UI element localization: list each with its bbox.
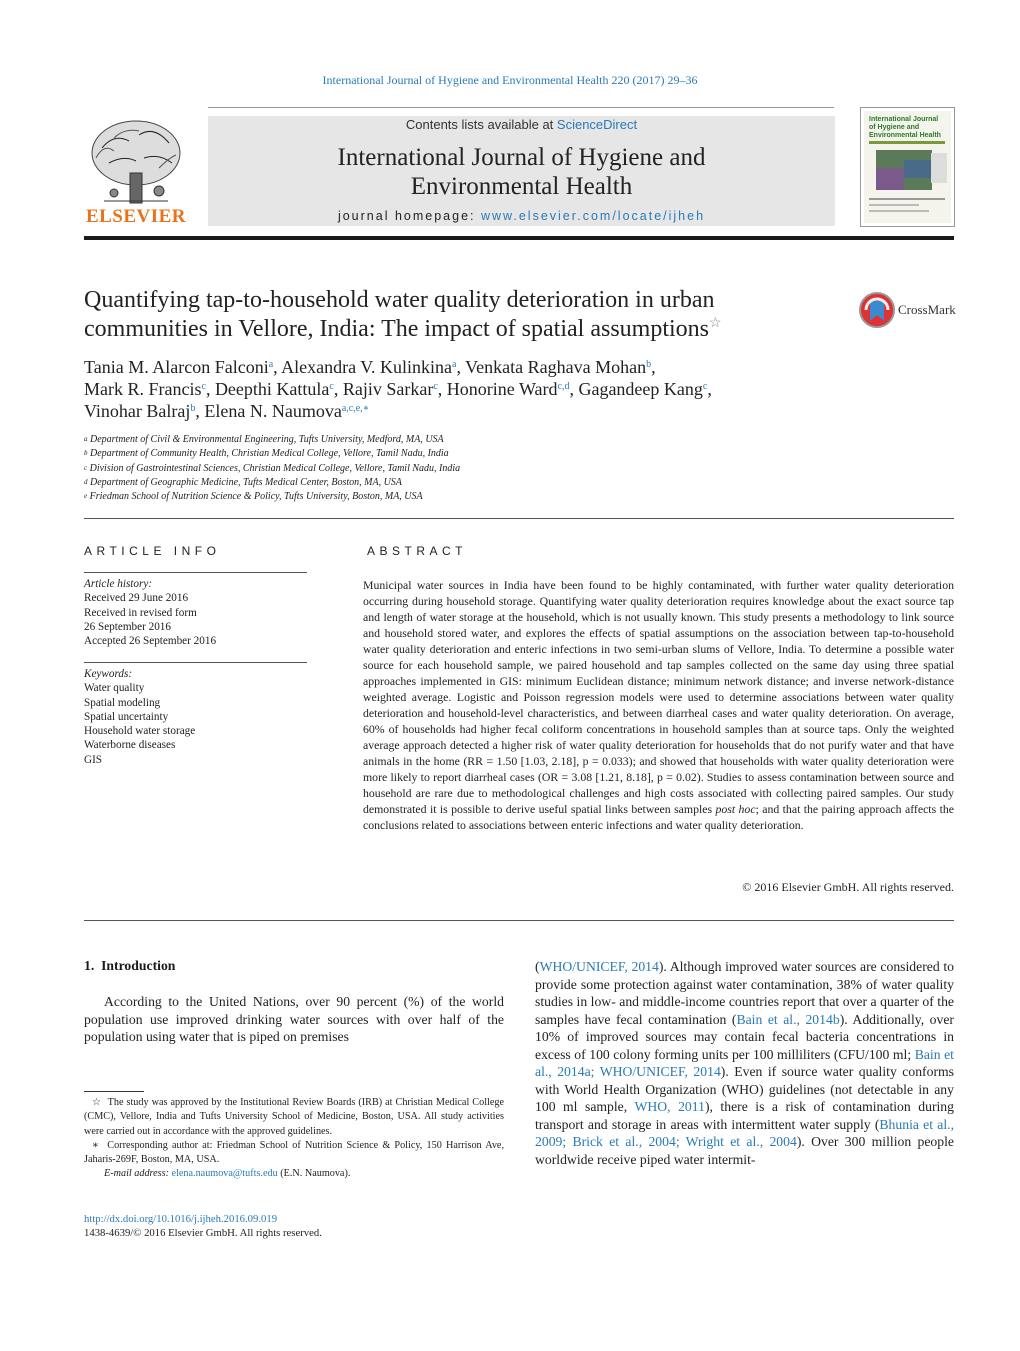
- svg-text:of Hygiene and: of Hygiene and: [869, 124, 920, 131]
- keyword-item: Water quality: [84, 682, 145, 695]
- author-separator: ,: [205, 379, 215, 399]
- footnote-rule: [84, 1091, 144, 1092]
- history-item: 26 September 2016: [84, 620, 171, 633]
- intro-paragraph-1: According to the United Nations, over 90 percent (%) of the world population use improved drinking water sources with over half of the population using water that is piped on premises: [84, 994, 504, 1044]
- title-footnote-star[interactable]: ☆: [709, 316, 722, 331]
- author-affil-sup[interactable]: b: [646, 359, 652, 370]
- citation-link[interactable]: Bain et al., 2014b: [736, 1011, 840, 1027]
- citation-link[interactable]: WHO/UNICEF, 2014: [539, 959, 659, 974]
- affiliation-sup: e: [84, 492, 88, 501]
- elsevier-wordmark: ELSEVIER: [85, 206, 187, 227]
- contents-line: [208, 117, 835, 132]
- author-name[interactable]: Rajiv Sarkar: [342, 379, 434, 399]
- affiliation-sup: c: [84, 463, 88, 472]
- author-name[interactable]: Tania M. Alarcon Falconi: [84, 357, 269, 377]
- affiliation-item: [84, 462, 684, 476]
- keywords-list: [84, 667, 307, 767]
- intro-paragraph-continued: (WHO/UNICEF, 2014). Although improved water sources are considered to provide some protection against water contamination, 38% of water quality studies in low- and middle-income countries report that over a quarter of the samples have fecal contamination (Bain et al., 2014b). Additionally, over 10% of improved sources may contain fecal bacteria concentrations in excess of 100 colony forming units per 100 milliliters (CFU/100 ml; Bain et al., 2014a; WHO/UNICEF, 2014). Even if source water quality conforms with World Health Organization (WHO) guidelines (not detectable in any 100 ml sample, WHO, 2011), there is a risk of contamination during transport and storage in areas with intermittent water supply (Bhunia et al., 2009; Brick et al., 2004; Wright et al., 2004). Over 300 million people worldwide receive piped water intermit-: [535, 959, 955, 1167]
- abstract-body-2: ; and that the pairing approach affects the conclusions related to associations between enteric infections and water quality deterioration.: [363, 802, 954, 832]
- keyword-item: GIS: [84, 753, 103, 766]
- homepage-prefix: journal homepage:: [337, 209, 481, 223]
- author-separator: ,: [333, 379, 343, 399]
- citation-link[interactable]: Bhunia et al., 2009; Brick et al., 2004; Wright et al., 2004: [535, 1116, 954, 1149]
- footnote-corr-mark: ∗: [92, 1139, 99, 1151]
- intro-heading: [84, 958, 175, 974]
- intro-text: ). Over 300 million people worldwide receive piped water intermit-: [535, 1134, 954, 1167]
- email-footnote: [84, 1167, 504, 1181]
- affiliation-item: [84, 447, 684, 461]
- email-link[interactable]: elena.naumova@tufts.edu: [171, 1168, 278, 1180]
- email-label: E-mail address:: [104, 1168, 172, 1180]
- affiliation-sup: a: [84, 435, 88, 443]
- history-label: Article history:: [84, 578, 153, 590]
- affiliation-item: [84, 490, 684, 504]
- keyword-item: Spatial modeling: [84, 696, 161, 709]
- author-separator: ,: [651, 357, 656, 377]
- intro-text: ). Additionally, over 10% of improved sources may contain fecal bacteria concentrations in excess of 100 colony forming units per 100 milliliters (CFU/100 ml;: [535, 1011, 954, 1062]
- author-name[interactable]: Deepthi Kattula: [214, 379, 330, 399]
- keyword-item: Waterborne diseases: [84, 739, 176, 752]
- affiliation-list: [84, 433, 684, 504]
- affiliation-sup: d: [84, 477, 88, 486]
- issn-line: 1438-4639/© 2016 Elsevier GmbH. All rights reserved.: [84, 1227, 322, 1240]
- author-separator: ,: [437, 379, 447, 399]
- homepage-link[interactable]: www.elsevier.com/locate/ijheh: [480, 209, 706, 223]
- header-rule: [208, 107, 834, 108]
- author-separator: ,: [195, 401, 205, 421]
- author-affil-sup[interactable]: b: [190, 403, 196, 414]
- affiliation-text: Friedman School of Nutrition Science & Policy, Tufts University, Boston, MA, USA: [89, 491, 423, 503]
- author-affil-sup[interactable]: c: [201, 381, 206, 392]
- author-affil-sup[interactable]: c,d: [557, 381, 570, 392]
- author-affil-sup[interactable]: c: [702, 381, 708, 392]
- journal-title: [208, 143, 835, 201]
- author-affil-sup[interactable]: c: [433, 381, 438, 392]
- article-info-heading: ARTICLE INFO: [84, 544, 221, 558]
- abstract-body-1: Municipal water sources in India have been found to be highly contaminated, with further water quality deterioration occurring during household storage. Quantifying water quality deterioration requires knowledge about the exact source tap and length of water storage at the household, which is not usually known. This study presents a methodology to link source and household stored water, and explores the effects of spatial assumptions on the association between tap-to-household water quality deterioration and enteric infections in two semi-urban slums of Vellore, India. To determine a possible water source for each household sample, we paired household and tap samples collected on the same day using three spatial approaches implemented in GIS: minimum Euclidean distance; minimum network distance; and inverse network-distance weighted average. Logistic and Poisson regression models were used to determine associations between water quality deterioration and household-level characteristics, and between diarrheal cases and water quality deterioration. On average, 60% of households had higher fecal coliform concentrations in household samples than at source taps. Only the weighted average approach detected a higher risk of water quality deterioration for households that do not purify water and that have animals in the home (RR = 1.50 [1.03, 2.18], p = 0.033); and showed that households with water quality deterioration were more likely to report diarrheal cases (OR = 3.08 [1.21, 8.18], p = 0.02). Studies to assess contamination between source and household are rare due to methodological challenges and high costs associated with collecting paired samples. Our study demonstrated it is possible to derive useful spatial links between samples: [363, 578, 954, 816]
- keywords-rule: [84, 662, 307, 663]
- footnote-star: ☆: [92, 1097, 102, 1108]
- journal-title-line1: International Journal of Hygiene and: [337, 144, 706, 171]
- journal-homepage: [208, 209, 835, 223]
- intro-text: ), there is a risk of contamination during transport and storage in areas with intermittent water supply (: [535, 1099, 954, 1132]
- affiliation-text: Department of Community Health, Christian Medical College, Vellore, Tamil Nadu, India: [90, 448, 449, 460]
- keyword-item: Spatial uncertainty: [84, 710, 169, 723]
- author-name[interactable]: Alexandra V. Kulinkina: [281, 357, 452, 377]
- abstract-copyright: © 2016 Elsevier GmbH. All rights reserved.: [742, 880, 954, 894]
- intro-text: ). Even if source water quality conforms with World Health Organization (WHO) guidelines (not detectable in any 100 ml sample,: [535, 1064, 954, 1114]
- intro-heading-number: 1.: [84, 958, 95, 973]
- journal-cover-thumbnail[interactable]: [860, 107, 955, 227]
- affiliation-item: [84, 433, 684, 447]
- crossmark-badge[interactable]: [858, 291, 958, 329]
- article-title: [84, 286, 824, 344]
- affiliation-text: Division of Gastrointestinal Sciences, Christian Medical College, Vellore, Tamil Nadu, India: [89, 462, 461, 474]
- history-item: Received in revised form: [84, 606, 197, 619]
- doi-link[interactable]: http://dx.doi.org/10.1016/j.ijheh.2016.09.019: [84, 1213, 278, 1225]
- abstract-italic: post hoc: [715, 802, 756, 816]
- abstract-text: [363, 577, 954, 833]
- affiliation-text: Department of Civil & Environmental Engineering, Tufts University, Medford, MA, USA: [90, 434, 444, 445]
- svg-text:International Journal: International Journal: [869, 116, 939, 123]
- author-separator: ,: [569, 379, 579, 399]
- article-title-line2-text: communities in Vellore, India: The impact of spatial assumptions: [84, 316, 710, 342]
- affiliation-text: Department of Geographic Medicine, Tufts Medical Center, Boston, MA, USA: [90, 476, 402, 488]
- svg-text:Environmental Health: Environmental Health: [869, 132, 941, 139]
- affiliation-item: [84, 476, 684, 490]
- journal-cover-image: [861, 108, 954, 226]
- contents-prefix: Contents lists available at: [405, 117, 557, 132]
- citation-link[interactable]: WHO, 2011: [634, 1099, 705, 1114]
- keywords-label: Keywords:: [84, 668, 133, 680]
- corresponding-note-text: Corresponding author at: Friedman School of Nutrition Science & Policy, 150 Harrison Ave, Jaharis-269F, Boston, MA, USA.: [84, 1139, 505, 1166]
- intro-heading-text: Introduction: [101, 958, 176, 973]
- journal-citation[interactable]: International Journal of Hygiene and Environmental Health 220 (2017) 29–36: [322, 73, 698, 87]
- sciencedirect-link[interactable]: ScienceDirect: [556, 117, 638, 132]
- header-thick-rule: [84, 236, 954, 240]
- author-separator: ,: [456, 357, 466, 377]
- author-affil-sup[interactable]: a: [268, 359, 274, 370]
- article-info-rule: [84, 572, 307, 573]
- abstract-heading: ABSTRACT: [367, 544, 468, 558]
- email-suffix: (E.N. Naumova).: [277, 1168, 351, 1180]
- keyword-item: Household water storage: [84, 725, 196, 738]
- article-title-line2: [84, 315, 824, 344]
- intro-text: ). Although improved water sources are considered to provide some protection against water contamination, 38% of water quality studies in low- and middle-income countries report that over a quarter of the samples have fecal contamination (: [535, 959, 955, 1027]
- history-item: Accepted 26 September 2016: [84, 635, 217, 648]
- author-line-2: [84, 378, 844, 400]
- doi-block: [84, 1212, 504, 1241]
- section-divider-bottom: [84, 920, 954, 921]
- author-name[interactable]: Mark R. Francis: [84, 379, 202, 399]
- author-name[interactable]: Elena N. Naumova: [204, 401, 342, 421]
- ethics-note-text: The study was approved by the Institutional Review Boards (IRB) at Christian Medical College (CMC), Vellore, India and Tufts University School of Medicine, Boston, USA. All study activities were carried out in accordance with the approved guidelines.: [84, 1097, 504, 1137]
- author-separator: ,: [273, 357, 282, 377]
- footnotes: [84, 1096, 504, 1182]
- author-name[interactable]: Honorine Ward: [446, 379, 558, 399]
- author-list: [84, 356, 844, 422]
- author-affil-sup[interactable]: a,c,e,: [341, 403, 363, 414]
- author-name[interactable]: Vinohar Balraj: [84, 401, 191, 421]
- citation-link[interactable]: Bain et al., 2014a; WHO/UNICEF, 2014: [535, 1046, 954, 1079]
- crossmark-label: CrossMark: [898, 302, 956, 317]
- author-affil-sup[interactable]: a: [451, 359, 457, 370]
- history-item: Received 29 June 2016: [84, 592, 189, 605]
- author-separator: ,: [707, 379, 712, 399]
- article-title-line1: Quantifying tap-to-household water quality deterioration in urban: [84, 287, 715, 313]
- section-divider-top: [84, 518, 954, 519]
- journal-title-line2: Environmental Health: [410, 173, 633, 200]
- ethics-footnote: [84, 1096, 504, 1139]
- author-name[interactable]: Gagandeep Kang: [578, 379, 703, 399]
- author-name[interactable]: Venkata Raghava Mohan: [465, 357, 647, 377]
- author-affil-sup[interactable]: c: [329, 381, 334, 392]
- author-line-1: [84, 356, 844, 378]
- author-line-3: [84, 400, 844, 422]
- article-history: [84, 577, 307, 648]
- corresponding-author-mark[interactable]: ∗: [362, 403, 370, 414]
- corresponding-footnote: [84, 1139, 504, 1168]
- affiliation-sup: b: [84, 449, 88, 458]
